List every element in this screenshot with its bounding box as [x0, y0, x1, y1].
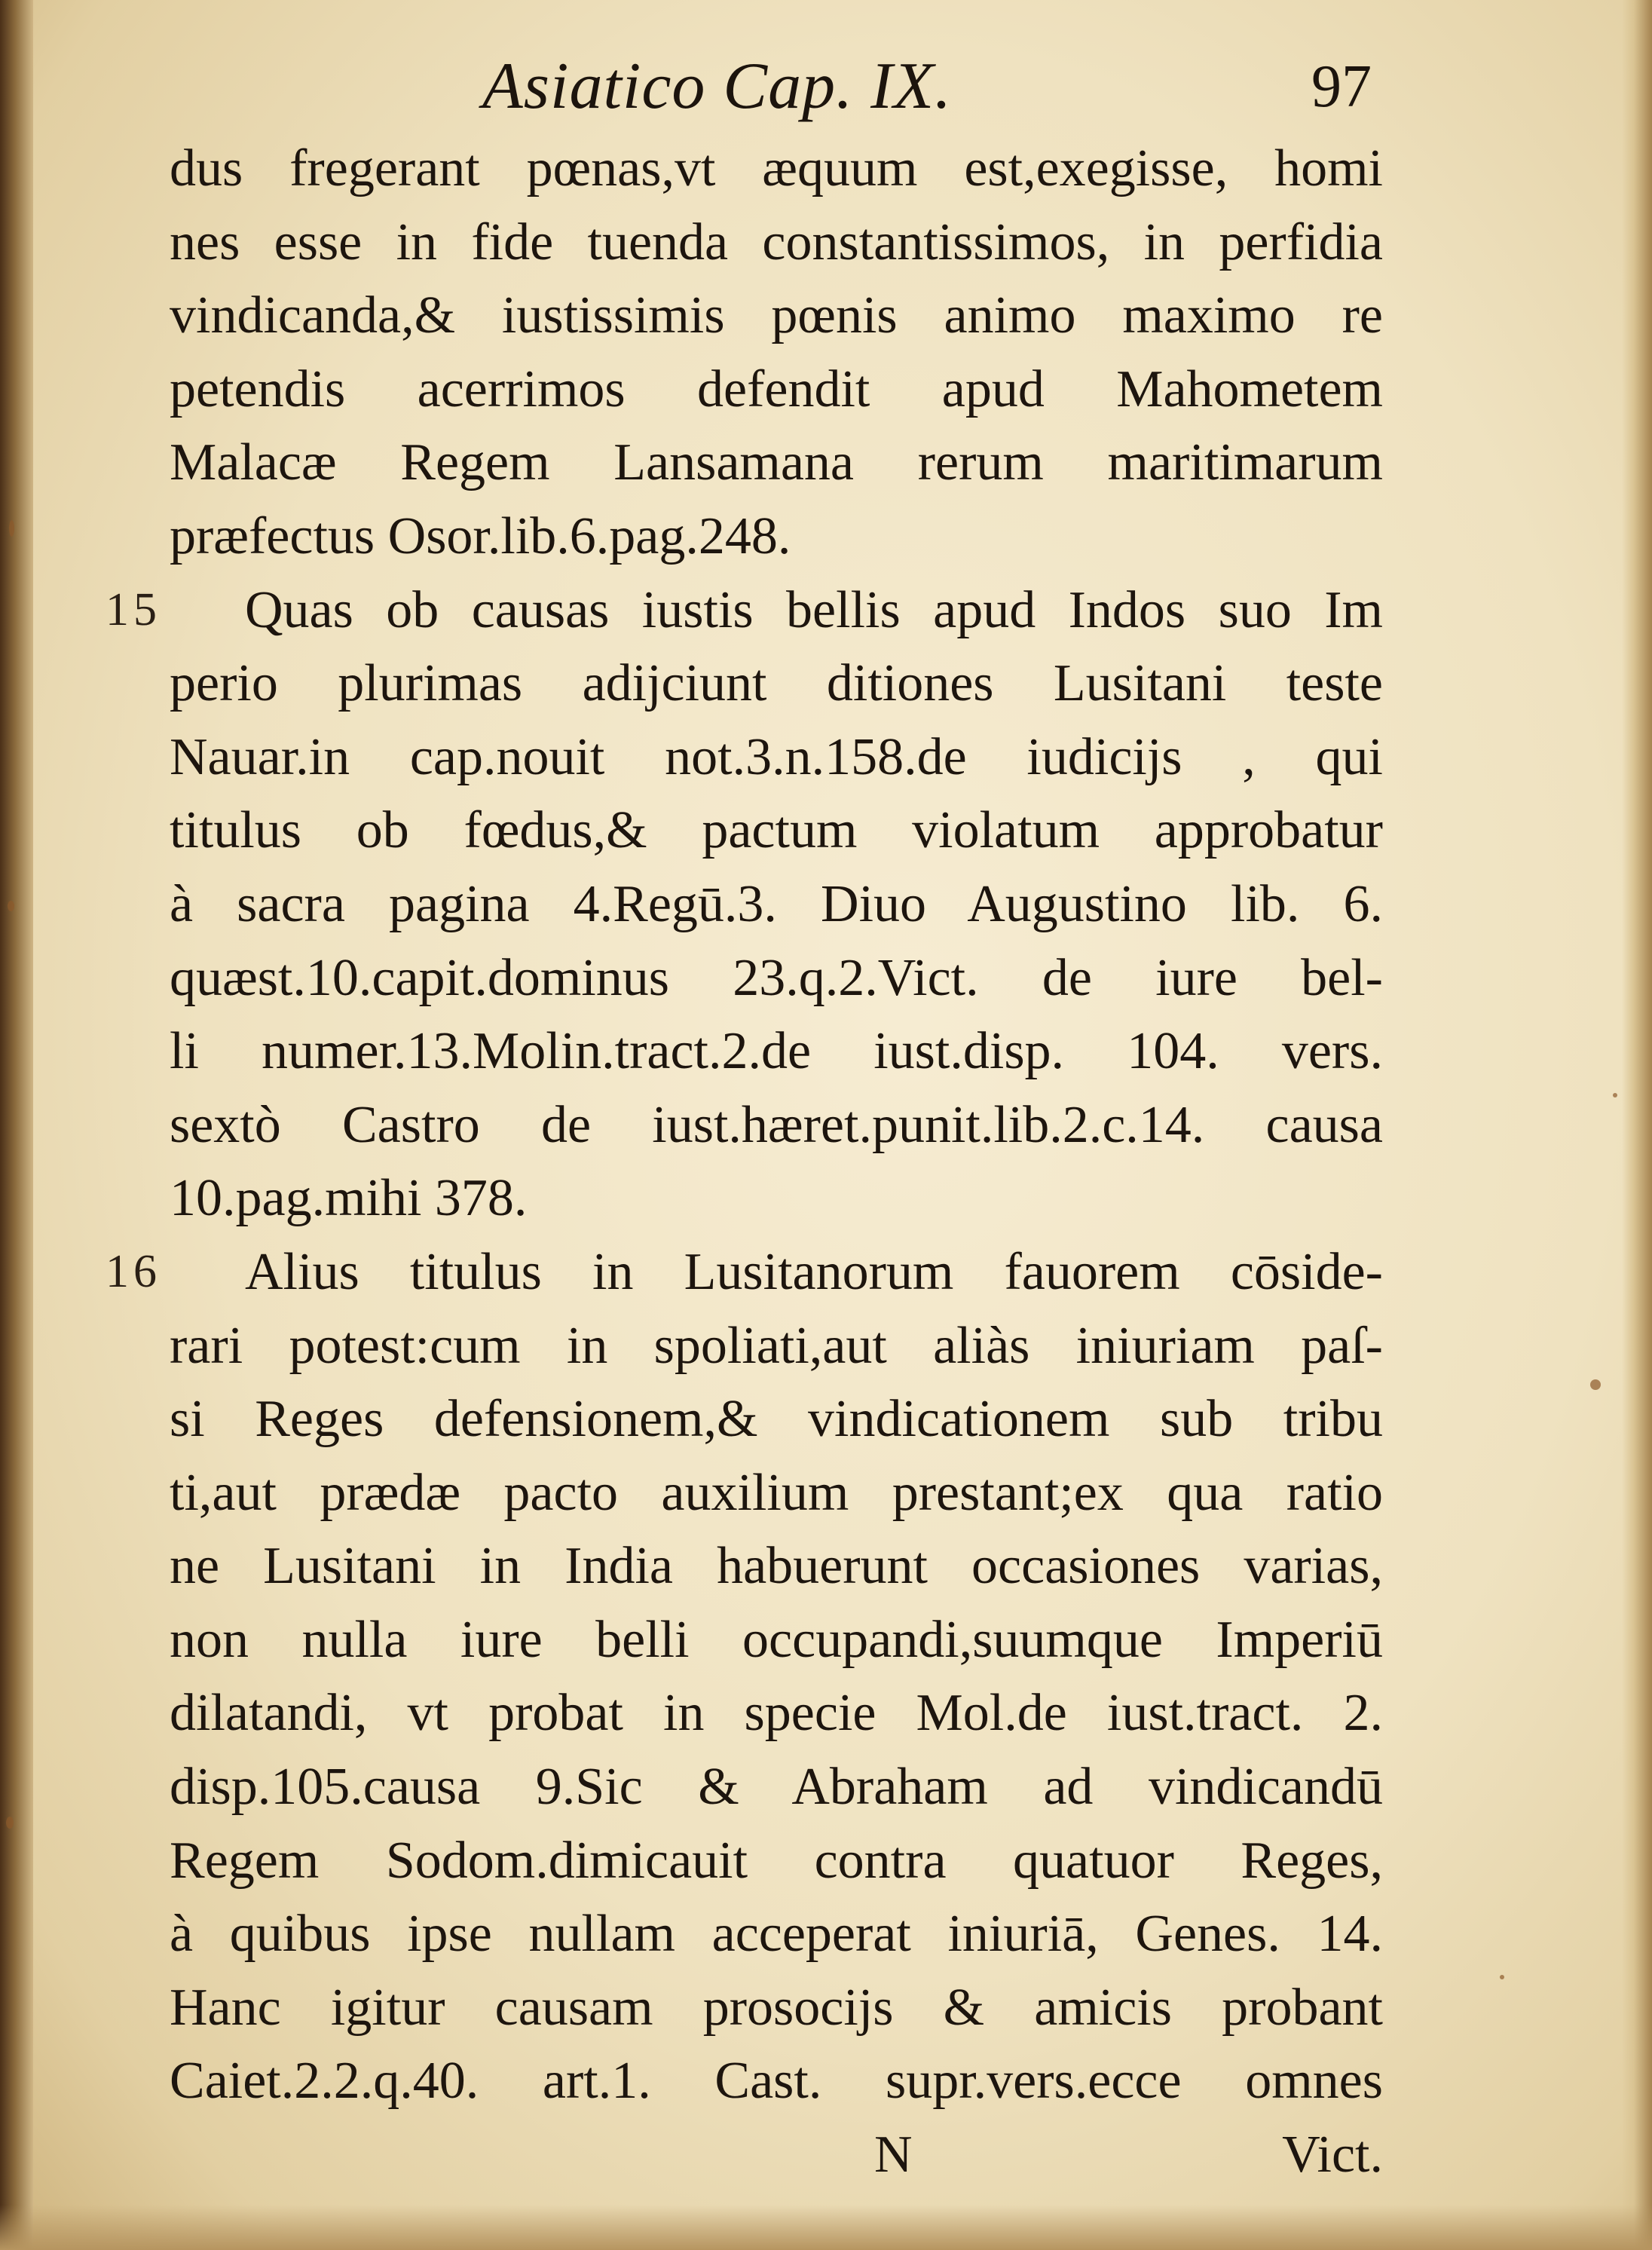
foxing-spot [8, 901, 14, 911]
page-bottom-shadow [0, 2205, 1652, 2250]
text-line: à sacra pagina 4.Regū.3. Diuo Augustino lib. 6. [170, 874, 1383, 933]
text-line: 10.pag.mihi 378. [170, 1169, 528, 1228]
text-line: non nulla iure belli occupandi,suumque Imperiū [170, 1610, 1383, 1669]
text-line: li numer.13.Molin.tract.2.de iust.disp. 104. vers. [170, 1022, 1383, 1081]
text-line: vindicanda,& iustissimis pœnis animo maximo re [170, 286, 1383, 345]
text-line: ne Lusitani in India habuerunt occasiones varias, [170, 1537, 1383, 1596]
text-line: Caiet.2.2.q.40. art.1. Cast. supr.vers.ecce omnes [170, 2052, 1383, 2111]
text-line: Hanc igitur causam prosocijs & amicis probant [170, 1978, 1383, 2037]
running-title: Asiatico Cap. IX. [482, 50, 953, 123]
margin-number: 15 [106, 583, 161, 635]
page-edge-shadow [1622, 0, 1652, 2250]
foxing-spot [1500, 1975, 1504, 1979]
text-line: dus fregerant pœnas,vt æquum est,exegisse, homi [170, 139, 1383, 197]
text-line: si Reges defensionem,& vindicationem sub tribu [170, 1390, 1383, 1449]
text-line: Alius titulus in Lusitanorum fauorem cōside- [245, 1242, 1383, 1301]
catchword: Vict. [1282, 2126, 1383, 2184]
text-line: disp.105.causa 9.Sic & Abraham ad vindicandū [170, 1758, 1383, 1817]
text-line: dilatandi, vt probat in specie Mol.de iust.tract. 2. [170, 1684, 1383, 1743]
signature-mark: N [874, 2126, 913, 2184]
text-line: petendis acerrimos defendit apud Mahometem [170, 360, 1383, 418]
text-line: perio plurimas adijciunt ditiones Lusitani teste [170, 654, 1383, 713]
text-line: quæst.10.capit.dominus 23.q.2.Vict. de iure bel- [170, 948, 1383, 1007]
margin-number: 16 [106, 1245, 161, 1297]
text-line: præfectus Osor.lib.6.pag.248. [170, 507, 791, 565]
foxing-spot [6, 1817, 14, 1829]
text-line: Regem Sodom.dimicauit contra quatuor Reges, [170, 1831, 1383, 1890]
text-line: Quas ob causas iustis bellis apud Indos suo Im [245, 580, 1383, 639]
foxing-spot [1590, 1379, 1601, 1390]
text-line: Nauar.in cap.nouit not.3.n.158.de iudicijs , qui [170, 727, 1383, 786]
page-number: 97 [1311, 54, 1372, 120]
foxing-spot [9, 520, 14, 537]
body-text [106, 132, 1383, 2192]
text-line: ti,aut prædæ pacto auxilium prestant;ex qua ratio [170, 1463, 1383, 1522]
text-line: rari potest:cum in spoliati,aut aliàs iniuriam paſ- [170, 1316, 1383, 1375]
paragraph-15 [106, 574, 1383, 647]
page-header [482, 45, 1372, 128]
text-line: nes esse in fide tuenda constantissimos, in perfidia [170, 213, 1383, 271]
foxing-spot [1613, 1093, 1617, 1097]
text-line: Malacæ Regem Lansamana rerum maritimarum [170, 433, 1383, 492]
text-line: sextò Castro de iust.hæret.punit.lib.2.c.14. causa [170, 1095, 1383, 1154]
page-footer [170, 2118, 1383, 2192]
text-line: titulus ob fœdus,& pactum violatum approbatur [170, 801, 1383, 860]
text-line: à quibus ipse nullam acceperat iniuriā, Genes. 14. [170, 1905, 1383, 1964]
paragraph-16 [106, 1235, 1383, 1309]
binding-gutter [0, 0, 33, 2250]
